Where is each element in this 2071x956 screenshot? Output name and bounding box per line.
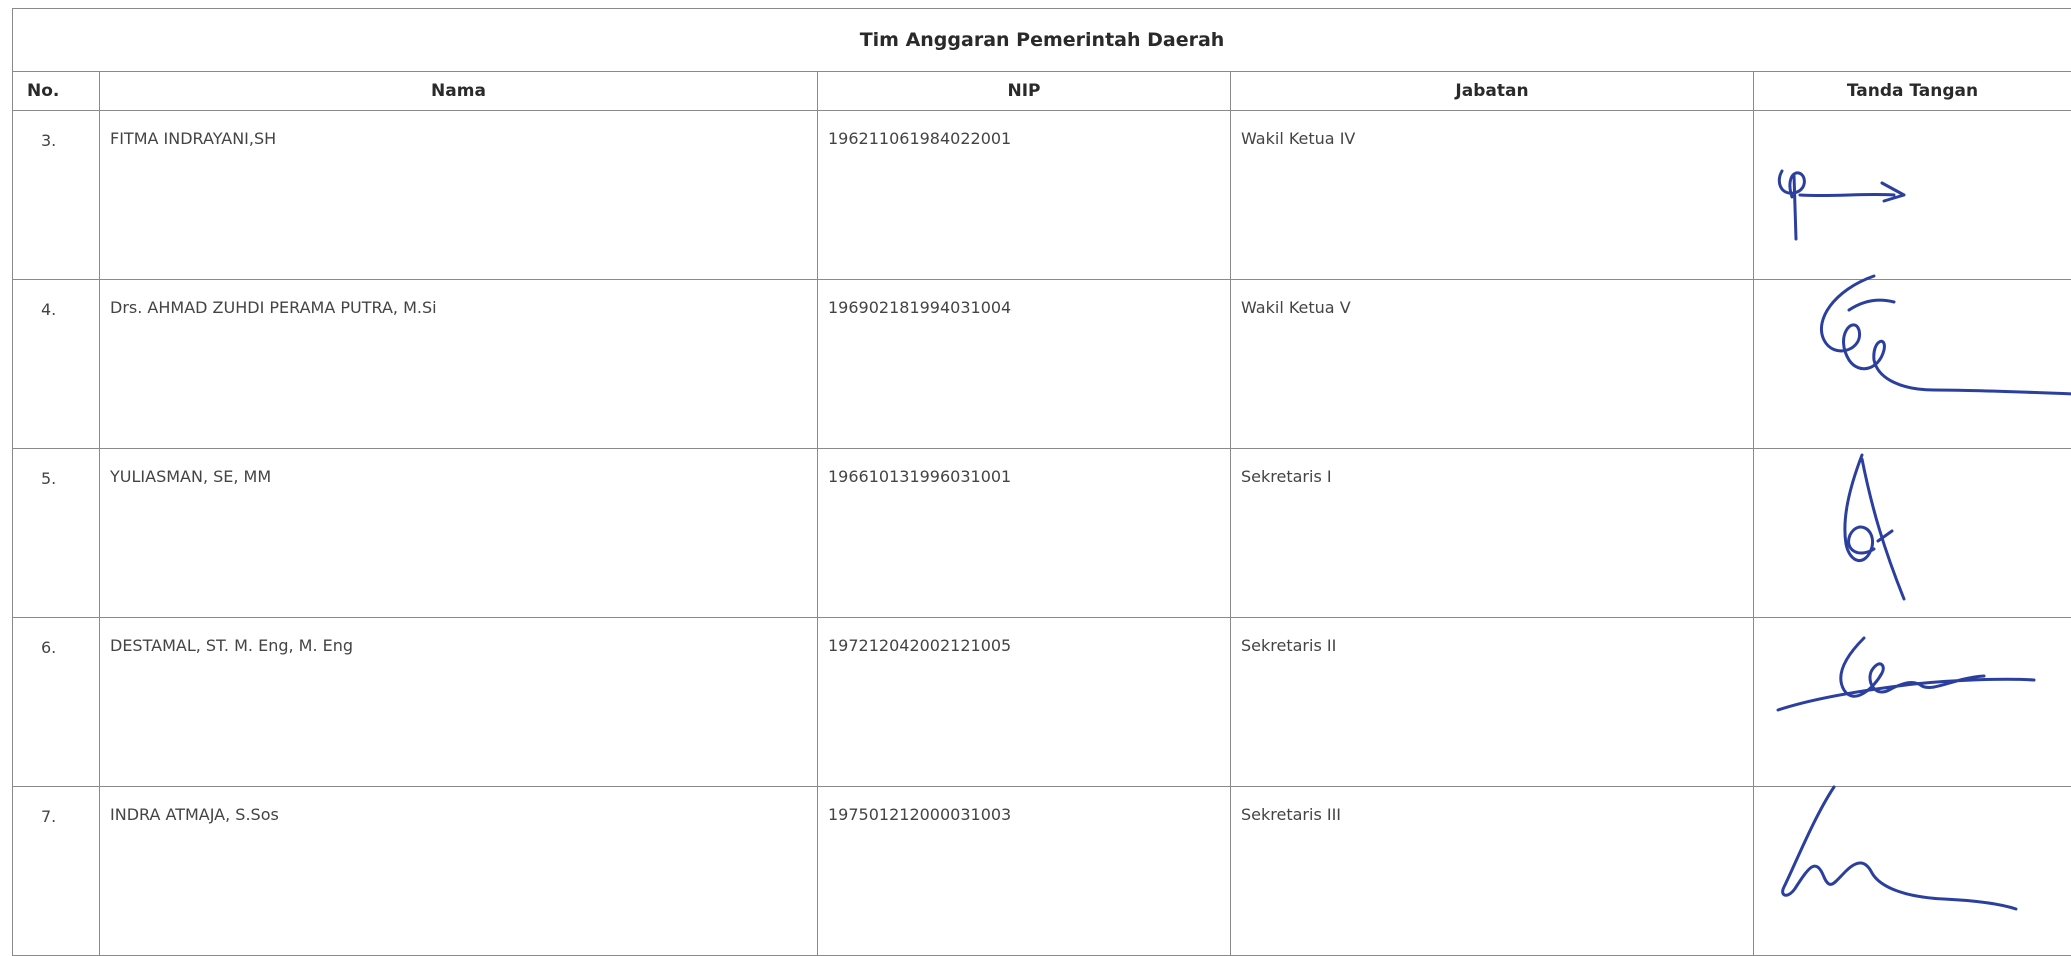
cell-no: 7.: [13, 787, 100, 956]
cell-no: 5.: [13, 449, 100, 618]
cell-no: 4.: [13, 280, 100, 449]
cell-jabatan: Wakil Ketua IV: [1231, 111, 1754, 280]
cell-nip: 196211061984022001: [818, 111, 1231, 280]
cell-signature: [1754, 449, 2071, 618]
cell-nama: FITMA INDRAYANI,SH: [100, 111, 818, 280]
signature-image: [1754, 111, 2071, 259]
col-header-tanda-tangan: Tanda Tangan: [1754, 72, 2071, 111]
cell-nama: Drs. AHMAD ZUHDI PERAMA PUTRA, M.Si: [100, 280, 818, 449]
title-row: [13, 9, 2071, 72]
cell-no: 3.: [13, 111, 100, 280]
cell-signature: [1754, 618, 2071, 787]
cell-signature: [1754, 111, 2071, 280]
table-title: Tim Anggaran Pemerintah Daerah: [13, 9, 2071, 72]
cell-no: 6.: [13, 618, 100, 787]
cell-nama: DESTAMAL, ST. M. Eng, M. Eng: [100, 618, 818, 787]
signature-image: [1754, 618, 2071, 766]
signature-image: [1754, 449, 2071, 597]
cell-nama: YULIASMAN, SE, MM: [100, 449, 818, 618]
signature-table: [12, 8, 2071, 956]
col-header-nama: Nama: [100, 72, 818, 111]
cell-jabatan: Sekretaris II: [1231, 618, 1754, 787]
cell-nama: INDRA ATMAJA, S.Sos: [100, 787, 818, 956]
col-header-nip: NIP: [818, 72, 1231, 111]
cell-jabatan: Wakil Ketua V: [1231, 280, 1754, 449]
cell-nip: 197501212000031003: [818, 787, 1231, 956]
cell-signature: [1754, 280, 2071, 449]
table-row: [13, 280, 2071, 449]
col-header-jabatan: Jabatan: [1231, 72, 1754, 111]
table-row: [13, 111, 2071, 280]
cell-nip: 196610131996031001: [818, 449, 1231, 618]
cell-jabatan: Sekretaris I: [1231, 449, 1754, 618]
header-row: [13, 72, 2071, 111]
signature-image: [1754, 787, 2071, 935]
cell-jabatan: Sekretaris III: [1231, 787, 1754, 956]
cell-nip: 197212042002121005: [818, 618, 1231, 787]
cell-signature: [1754, 787, 2071, 956]
col-header-no: No.: [13, 72, 100, 111]
cell-nip: 196902181994031004: [818, 280, 1231, 449]
table-row: [13, 787, 2071, 956]
signature-image: [1754, 280, 2071, 428]
table-row: [13, 449, 2071, 618]
table-row: [13, 618, 2071, 787]
